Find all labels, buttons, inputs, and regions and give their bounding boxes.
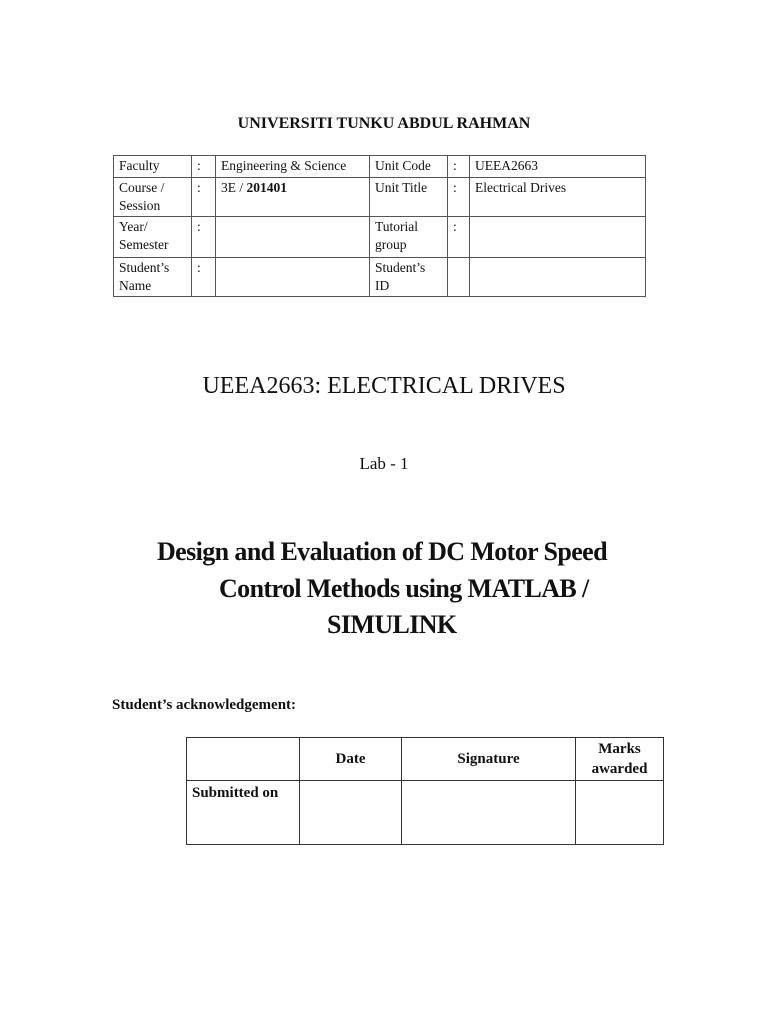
header-date: Date	[300, 738, 402, 781]
table-row	[187, 781, 664, 845]
faculty-value: Engineering & Science	[216, 156, 370, 178]
unit-code-value: UEEA2663	[470, 156, 646, 178]
session-value: 201401	[246, 180, 287, 195]
separator: :	[448, 178, 470, 217]
label: Unit Code	[370, 156, 448, 178]
year-semester-value	[216, 217, 370, 258]
separator: :	[192, 156, 216, 178]
separator: :	[192, 217, 216, 258]
lab-number: Lab - 1	[359, 454, 409, 473]
header-signature: Signature	[402, 738, 576, 781]
label: Student’s ID	[370, 258, 448, 297]
lab-title-line-3: SIMULINK	[327, 610, 457, 639]
tutorial-group-value	[470, 217, 646, 258]
course-title: UEEA2663: ELECTRICAL DRIVES	[202, 373, 566, 399]
submitted-on-label: Submitted on	[187, 781, 300, 845]
header-empty	[187, 738, 300, 781]
separator: :	[448, 217, 470, 258]
date-cell	[300, 781, 402, 845]
acknowledgement-table	[186, 737, 664, 845]
marks-cell	[576, 781, 664, 845]
separator: :	[192, 258, 216, 297]
student-name-value	[216, 258, 370, 297]
separator: :	[192, 178, 216, 217]
info-table	[113, 155, 646, 297]
lab-title-line-1: Design and Evaluation of DC Motor Speed	[157, 537, 607, 566]
label: Year/ Semester	[114, 217, 192, 258]
separator: :	[448, 156, 470, 178]
separator	[448, 258, 470, 297]
signature-cell	[402, 781, 576, 845]
acknowledgement-heading: Student’s acknowledgement:	[112, 697, 297, 713]
unit-title-value: Electrical Drives	[470, 178, 646, 217]
table-row	[114, 156, 646, 178]
header-marks-awarded: Marks awarded	[576, 738, 664, 781]
lab-title-line-2: Control Methods using MATLAB /	[219, 574, 589, 603]
course-value: 3E /	[221, 180, 247, 195]
label: Course / Session	[114, 178, 192, 217]
label: Student’s Name	[114, 258, 192, 297]
label: Faculty	[114, 156, 192, 178]
table-row	[114, 258, 646, 297]
table-row	[114, 217, 646, 258]
label: Unit Title	[370, 178, 448, 217]
student-id-value	[470, 258, 646, 297]
label: Tutorial group	[370, 217, 448, 258]
course-session-value	[216, 178, 370, 217]
university-name: UNIVERSITI TUNKU ABDUL RAHMAN	[237, 115, 531, 132]
table-row	[187, 738, 664, 781]
table-row	[114, 178, 646, 217]
